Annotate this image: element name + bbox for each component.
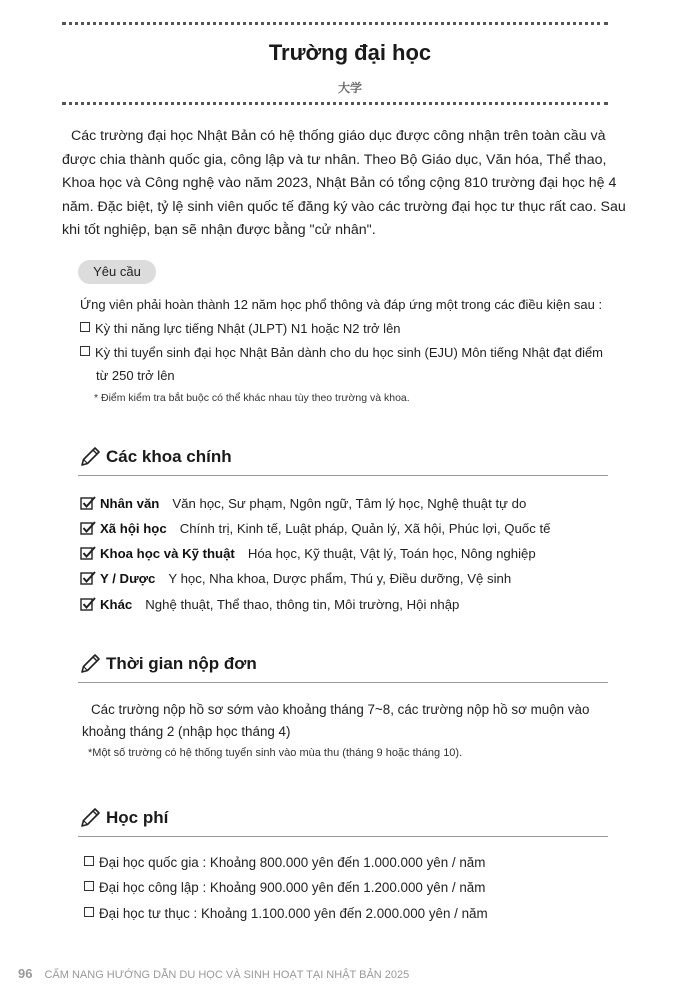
pencil-icon — [78, 652, 102, 676]
faculty-item: Xã hội học Chính trị, Kinh tế, Luật pháp, Quản lý, Xã hội, Phúc lợi, Quốc tế — [80, 521, 620, 536]
page-footer — [18, 966, 409, 981]
checkmark-box-icon — [80, 571, 96, 585]
section-header-faculties — [78, 443, 608, 476]
section-title: Học phí — [106, 808, 169, 827]
section-header-fees — [78, 804, 608, 837]
page-title: Trường đại học — [268, 40, 432, 65]
fee-item: Đại học quốc gia : Khoảng 800.000 yên đến 1.000.000 yên / năm — [84, 855, 485, 870]
page-number: 96 — [18, 966, 33, 981]
checkbox-icon — [84, 907, 94, 917]
page-subtitle: 大学 — [337, 81, 362, 95]
faculty-item: Khác Nghệ thuật, Thể thao, thông tin, Môi trường, Hội nhập — [80, 597, 620, 612]
requirements-lead: Ứng viên phải hoàn thành 12 năm học phổ thông và đáp ứng một trong các điều kiện sau : — [80, 297, 603, 312]
deadline-text: Các trường nộp hồ sơ sớm vào khoảng tháng 7~8, các trường nộp hồ sơ muộn vào khoảng tháng 2 (nhập học tháng 4) — [82, 702, 590, 739]
footer-text: CẨM NANG HƯỚNG DẪN DU HỌC VÀ SINH HOẠT TẠI NHẬT BẢN 2025 — [44, 969, 410, 981]
checkmark-box-icon — [80, 521, 96, 535]
fee-item: Đại học tư thục : Khoảng 1.100.000 yên đến 2.000.000 yên / năm — [84, 906, 488, 921]
requirements-note: * Điểm kiểm tra bắt buộc có thể khác nhau tùy theo trường và khoa. — [94, 392, 410, 404]
checkmark-box-icon — [80, 496, 96, 510]
title-dotted-divider — [62, 102, 608, 105]
pencil-icon — [78, 445, 102, 469]
checkbox-icon — [80, 322, 90, 332]
faculty-item: Khoa học và Kỹ thuật Hóa học, Kỹ thuật, Vật lý, Toán học, Nông nghiệp — [80, 546, 620, 561]
pencil-icon — [78, 806, 102, 830]
requirement-item-continued: từ 250 trở lên — [96, 368, 175, 383]
checkmark-box-icon — [80, 546, 96, 560]
intro-paragraph: Các trường đại học Nhật Bản có hệ thống giáo dục được công nhận trên toàn cầu và được chia thành quốc gia, công lập và tư nhân. Theo Bộ Giáo dục, Văn hóa, Thể thao, Khoa học và Công nghệ vào năm 2023, Nhật Bản có tổng cộng 810 trường đại học hệ 4 năm. Đặc biệt, tỷ lệ sinh viên quốc tế đăng ký vào các trường đại học tư thục rất cao. Sau khi tốt nghiệp, bạn sẽ nhận được bằng "cử nhân". — [62, 128, 626, 239]
faculty-item: Nhân văn Văn học, Sư phạm, Ngôn ngữ, Tâm lý học, Nghệ thuật tự do — [80, 496, 620, 511]
requirement-item: Kỳ thi tuyển sinh đại học Nhật Bản dành cho du học sinh (EJU) Môn tiếng Nhật đạt điểm — [80, 345, 603, 360]
requirements-badge: Yêu cầu — [78, 260, 156, 284]
top-dotted-divider — [62, 22, 608, 25]
faculty-item: Y / Dược Y học, Nha khoa, Dược phẩm, Thú y, Điều dưỡng, Vệ sinh — [80, 571, 620, 586]
checkmark-box-icon — [80, 597, 96, 611]
section-header-deadline — [78, 650, 608, 683]
section-title: Các khoa chính — [106, 447, 232, 466]
checkbox-icon — [84, 881, 94, 891]
deadline-note: *Một số trường có hệ thống tuyển sinh vào mùa thu (tháng 9 hoặc tháng 10). — [88, 747, 463, 759]
checkbox-icon — [80, 346, 90, 356]
requirement-item: Kỳ thi năng lực tiếng Nhật (JLPT) N1 hoặc N2 trở lên — [80, 321, 401, 336]
section-title: Thời gian nộp đơn — [106, 654, 257, 673]
fee-item: Đại học công lập : Khoảng 900.000 yên đến 1.200.000 yên / năm — [84, 880, 485, 895]
checkbox-icon — [84, 856, 94, 866]
